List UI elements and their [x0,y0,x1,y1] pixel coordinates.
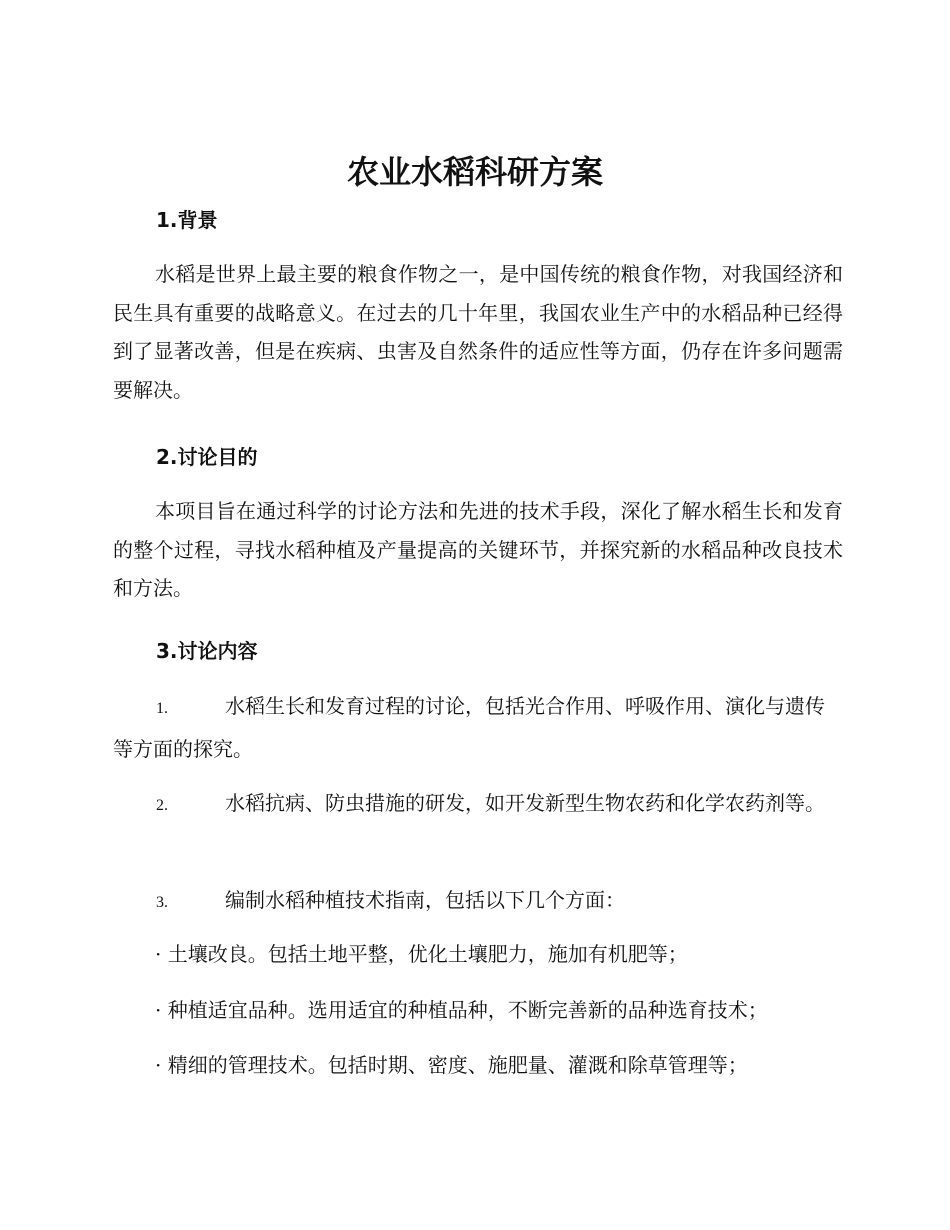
numbered-item [113,686,843,769]
item-text: 水稻生长和发育过程的讨论，包括光合作用、呼吸作用、演化与遗传等方面的探究。 [113,694,825,761]
numbered-item [113,880,843,923]
bullet-item: · 土壤改良。包括土地平整，优化土壤肥力，施加有机肥等； [155,942,688,966]
item-number: 1. [156,700,168,717]
section-heading-background: 1.背景 [156,208,218,232]
purpose-paragraph: 本项目旨在通过科学的讨论方法和先进的技术手段，深化了解水稻生长和发育的整个过程，寻找水稻种植及产量提高的关键环节，并探究新的水稻品种改良技术和方法。 [113,499,843,600]
item-text: 编制水稻种植技术指南，包括以下几个方面： [225,888,625,912]
document-title: 农业水稻科研方案 [346,153,603,191]
item-text: 水稻抗病、防虫措施的研发，如开发新型生物农药和化学农药剂等。 [225,791,825,815]
section-heading-content: 3.讨论内容 [156,639,258,663]
background-paragraph: 水稻是世界上最主要的粮食作物之一，是中国传统的粮食作物，对我国经济和民生具有重要的战略意义。在过去的几十年里，我国农业生产中的水稻品种已经得到了显著改善，但是在疾病、虫害及自然条件的适应性等方面，仍存在许多问题需要解决。 [113,262,843,402]
bullet-item: · 精细的管理技术。包括时期、密度、施肥量、灌溉和除草管理等； [155,1053,748,1077]
section-heading-purpose: 2.讨论目的 [156,445,258,469]
numbered-item [113,783,843,826]
bullet-item: · 种植适宜品种。选用适宜的种植品种，不断完善新的品种选育技术； [155,998,768,1022]
item-number: 3. [156,894,168,911]
item-number: 2. [156,797,168,814]
